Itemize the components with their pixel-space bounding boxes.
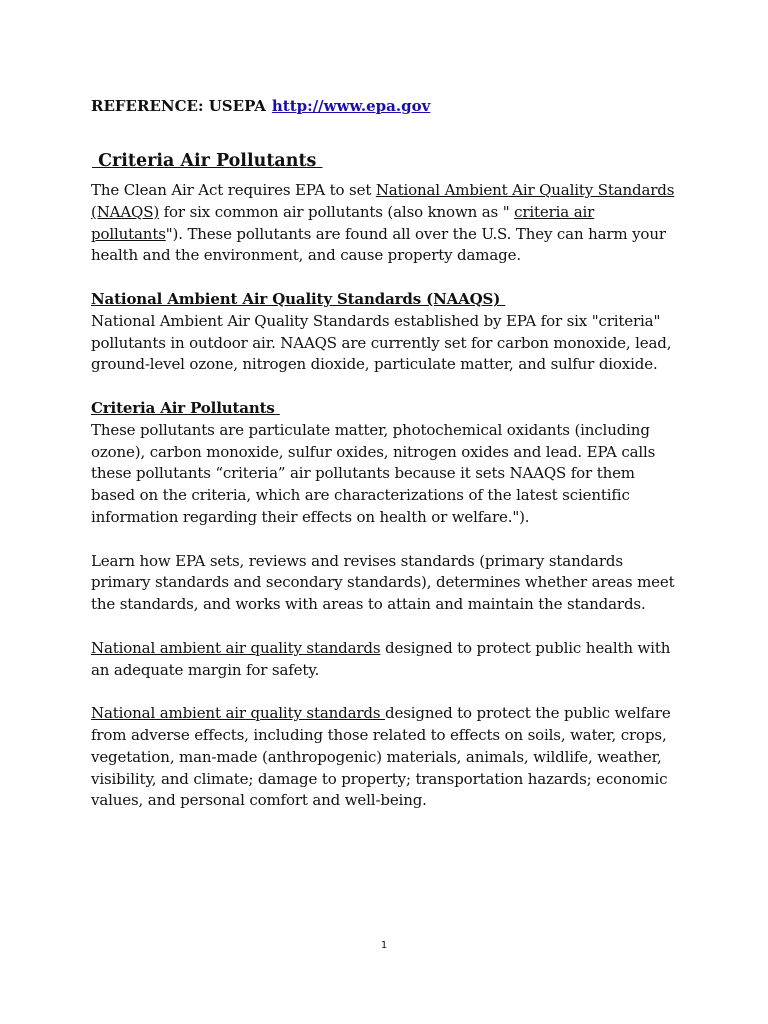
secondary-standards-link[interactable]: National ambient air quality standards — [91, 704, 386, 723]
secondary-standards-paragraph — [91, 703, 681, 812]
secondary-standards-text: designed to protect the public welfare from adverse effects, including those related to effects on soils, water, crops, vegetation, man-made (anthropogenic) materials, animals, wildlife, weather, visibility, and climate; damage to property; transportation hazards; economic values, and personal comfort and well-being. — [91, 704, 671, 810]
epa-link[interactable]: http://www.epa.gov — [271, 97, 431, 115]
spacer — [91, 681, 681, 703]
reference-label: REFERENCE: USEPA — [91, 97, 266, 115]
naaqs-abbrev-link[interactable]: (NAAQS) — [91, 202, 160, 221]
criteria-section — [91, 398, 681, 529]
intro-text-3: for six common air pollutants (also known as " — [159, 202, 515, 221]
intro-text-4: "). These pollutants are found all over the U.S. They can harm your health and the environment, and cause property damage. — [91, 224, 666, 265]
naaqs-link[interactable]: National Ambient Air Quality Standards — [375, 181, 675, 199]
criteria-pollutants-link[interactable]: criteria air pollutants — [91, 202, 595, 243]
primary-standards-link[interactable]: National ambient air quality standards — [91, 638, 381, 657]
learn-paragraph: Learn how EPA sets, reviews and revises standards (primary standards primary standards and secondary standards), determines whether areas meet the standards, and works with areas to attain and maintain the standards. — [91, 551, 675, 614]
criteria-body: These pollutants are particulate matter, photochemical oxidants (including ozone), carbon monoxide, sulfur oxides, nitrogen oxides and lead. EPA calls these pollutants “criteria” air pollutants because it sets NAAQS for them based on the criteria, which are characterizations of the latest scientific information regarding their effects on health or welfare."). — [91, 420, 656, 526]
criteria-heading: Criteria Air Pollutants — [91, 398, 280, 417]
spacer — [91, 267, 681, 289]
intro-paragraph — [91, 180, 681, 267]
page-title: Criteria Air Pollutants — [92, 151, 323, 171]
primary-standards-paragraph — [91, 638, 681, 682]
reference-line — [91, 96, 681, 116]
naaqs-body: National Ambient Air Quality Standards established by EPA for six "criteria" pollutants in outdoor air. NAAQS are currently set for carbon monoxide, lead, ground-level ozone, nitrogen dioxide, particulate matter, and sulfur dioxide. — [91, 311, 672, 374]
spacer — [91, 376, 681, 398]
naaqs-section — [91, 289, 681, 376]
page-number: 1 — [380, 940, 388, 951]
spacer — [91, 616, 681, 638]
naaqs-heading: National Ambient Air Quality Standards (NAAQS) — [91, 289, 506, 308]
document-body — [91, 96, 681, 812]
primary-standards-text: designed to protect public health with an adequate margin for safety. — [91, 638, 671, 679]
intro-text-1: The Clean Air Act requires EPA to set — [91, 181, 376, 199]
spacer — [91, 529, 681, 551]
